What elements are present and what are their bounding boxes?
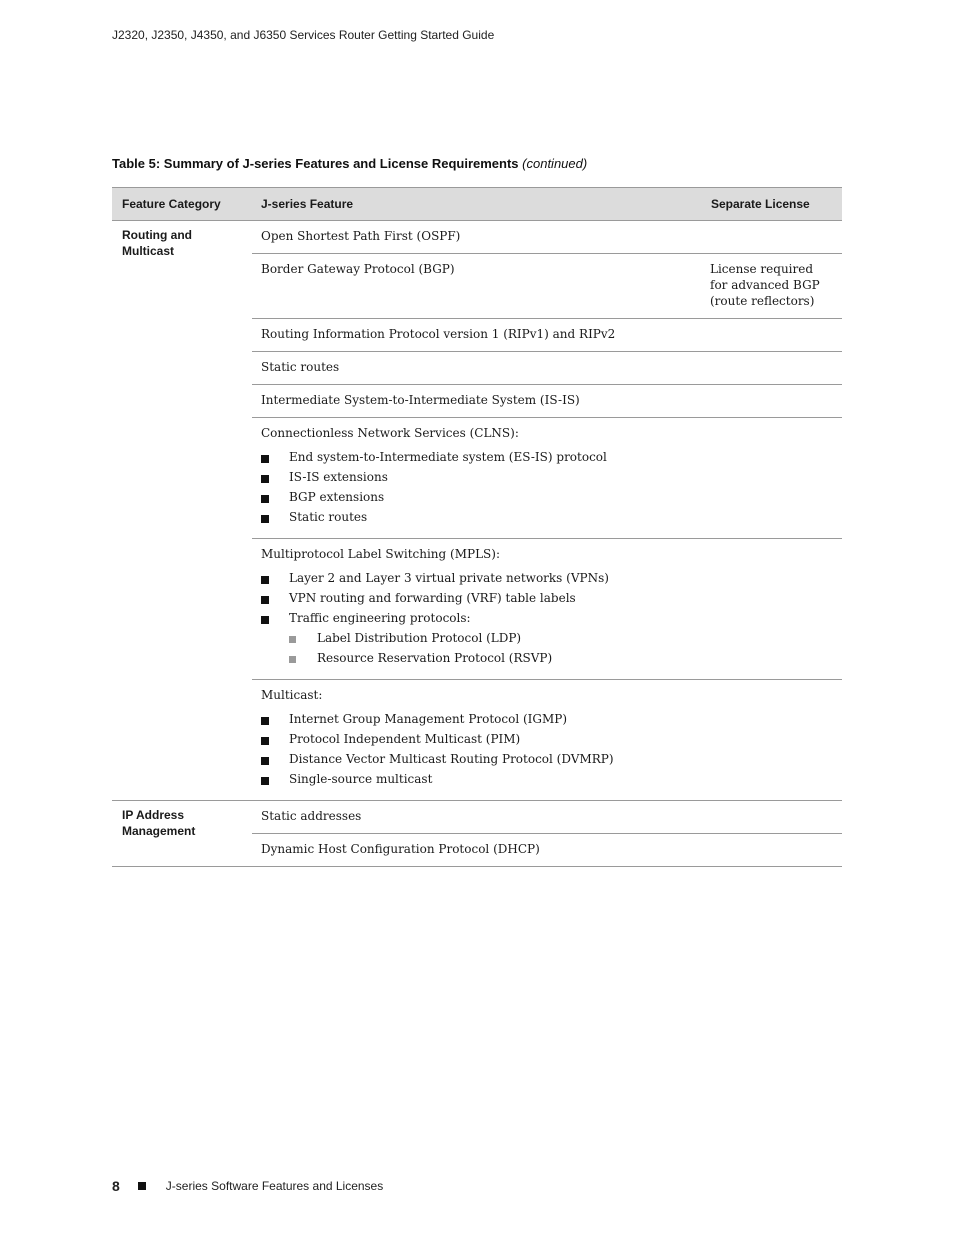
- column-header-separate-license: Separate License: [701, 188, 842, 221]
- feature-name: Border Gateway Protocol (BGP): [261, 262, 455, 276]
- list-item: [261, 570, 693, 586]
- list-item-text: BGP extensions: [289, 490, 385, 504]
- feature-name: Dynamic Host Configuration Protocol (DHCP): [261, 842, 540, 856]
- feature-name: Routing Information Protocol version 1 (RIPv1) and RIPv2: [261, 327, 616, 341]
- list-item-text: VPN routing and forwarding (VRF) table labels: [289, 591, 576, 605]
- feature-bullet-list: [261, 711, 693, 787]
- feature-bullet-list: [261, 570, 693, 666]
- feature-cell: [252, 834, 701, 867]
- feature-name: Static addresses: [261, 809, 362, 823]
- feature-name: Open Shortest Path First (OSPF): [261, 229, 461, 243]
- table-row: [112, 221, 842, 254]
- license-cell: [701, 319, 842, 352]
- list-item: [261, 509, 693, 525]
- list-item: [261, 771, 693, 787]
- license-cell: [701, 801, 842, 834]
- list-item-text: Single-source multicast: [289, 772, 433, 786]
- list-item-text: End system-to-Intermediate system (ES-IS) protocol: [289, 450, 607, 464]
- license-cell: [701, 418, 842, 539]
- license-cell: [701, 221, 842, 254]
- list-item-text: IS-IS extensions: [289, 470, 388, 484]
- page-number: 8: [112, 1178, 120, 1194]
- license-cell: [701, 834, 842, 867]
- feature-category-cell: IP Address Management: [112, 801, 252, 867]
- license-cell: [701, 680, 842, 801]
- list-item: [261, 731, 693, 747]
- feature-cell: [252, 352, 701, 385]
- list-item: [261, 751, 693, 767]
- list-item: [261, 469, 693, 485]
- feature-cell: [252, 539, 701, 680]
- feature-cell: [252, 418, 701, 539]
- list-item-text: Internet Group Management Protocol (IGMP): [289, 712, 568, 726]
- list-item-text: Static routes: [289, 510, 368, 524]
- table-caption-title: Table 5: Summary of J-series Features and License Requirements: [112, 156, 519, 171]
- table-header-row: [112, 188, 842, 221]
- feature-cell: [252, 385, 701, 418]
- feature-name: Connectionless Network Services (CLNS):: [261, 426, 519, 440]
- feature-cell: [252, 254, 701, 319]
- feature-sub-bullet-list: [289, 630, 693, 666]
- feature-cell: [252, 319, 701, 352]
- license-cell: License required for advanced BGP (route reflectors): [701, 254, 842, 319]
- page-footer: [112, 1178, 383, 1194]
- list-item: [261, 449, 693, 465]
- sub-list-item: Resource Reservation Protocol (RSVP): [289, 650, 693, 666]
- running-header: J2320, J2350, J4350, and J6350 Services Router Getting Started Guide: [112, 28, 495, 42]
- table-row: [112, 801, 842, 834]
- feature-category-cell: Routing and Multicast: [112, 221, 252, 801]
- feature-cell: [252, 801, 701, 834]
- table-caption: [112, 156, 587, 171]
- feature-name: Multiprotocol Label Switching (MPLS):: [261, 547, 500, 561]
- list-item: [261, 610, 693, 666]
- feature-cell: [252, 221, 701, 254]
- list-item-text: Distance Vector Multicast Routing Protocol (DVMRP): [289, 752, 614, 766]
- list-item: [261, 590, 693, 606]
- license-cell: [701, 539, 842, 680]
- features-table: [112, 187, 842, 867]
- list-item-text: Protocol Independent Multicast (PIM): [289, 732, 521, 746]
- feature-name: Intermediate System-to-Intermediate System (IS-IS): [261, 393, 580, 407]
- list-item: [261, 489, 693, 505]
- feature-cell: [252, 680, 701, 801]
- list-item-text: Layer 2 and Layer 3 virtual private networks (VPNs): [289, 571, 609, 585]
- license-cell: [701, 385, 842, 418]
- feature-name: Static routes: [261, 360, 340, 374]
- feature-name: Multicast:: [261, 688, 323, 702]
- footer-bullet: [138, 1182, 146, 1190]
- feature-bullet-list: [261, 449, 693, 525]
- table-caption-continued: (continued): [522, 156, 588, 171]
- footer-section-title: J-series Software Features and Licenses: [165, 1179, 384, 1193]
- sub-list-item: Label Distribution Protocol (LDP): [289, 630, 693, 646]
- table-body: [112, 221, 842, 867]
- column-header-feature-category: Feature Category: [112, 188, 252, 221]
- license-cell: [701, 352, 842, 385]
- list-item-text: Traffic engineering protocols:: [289, 611, 471, 625]
- list-item: [261, 711, 693, 727]
- column-header-jseries-feature: J-series Feature: [252, 188, 701, 221]
